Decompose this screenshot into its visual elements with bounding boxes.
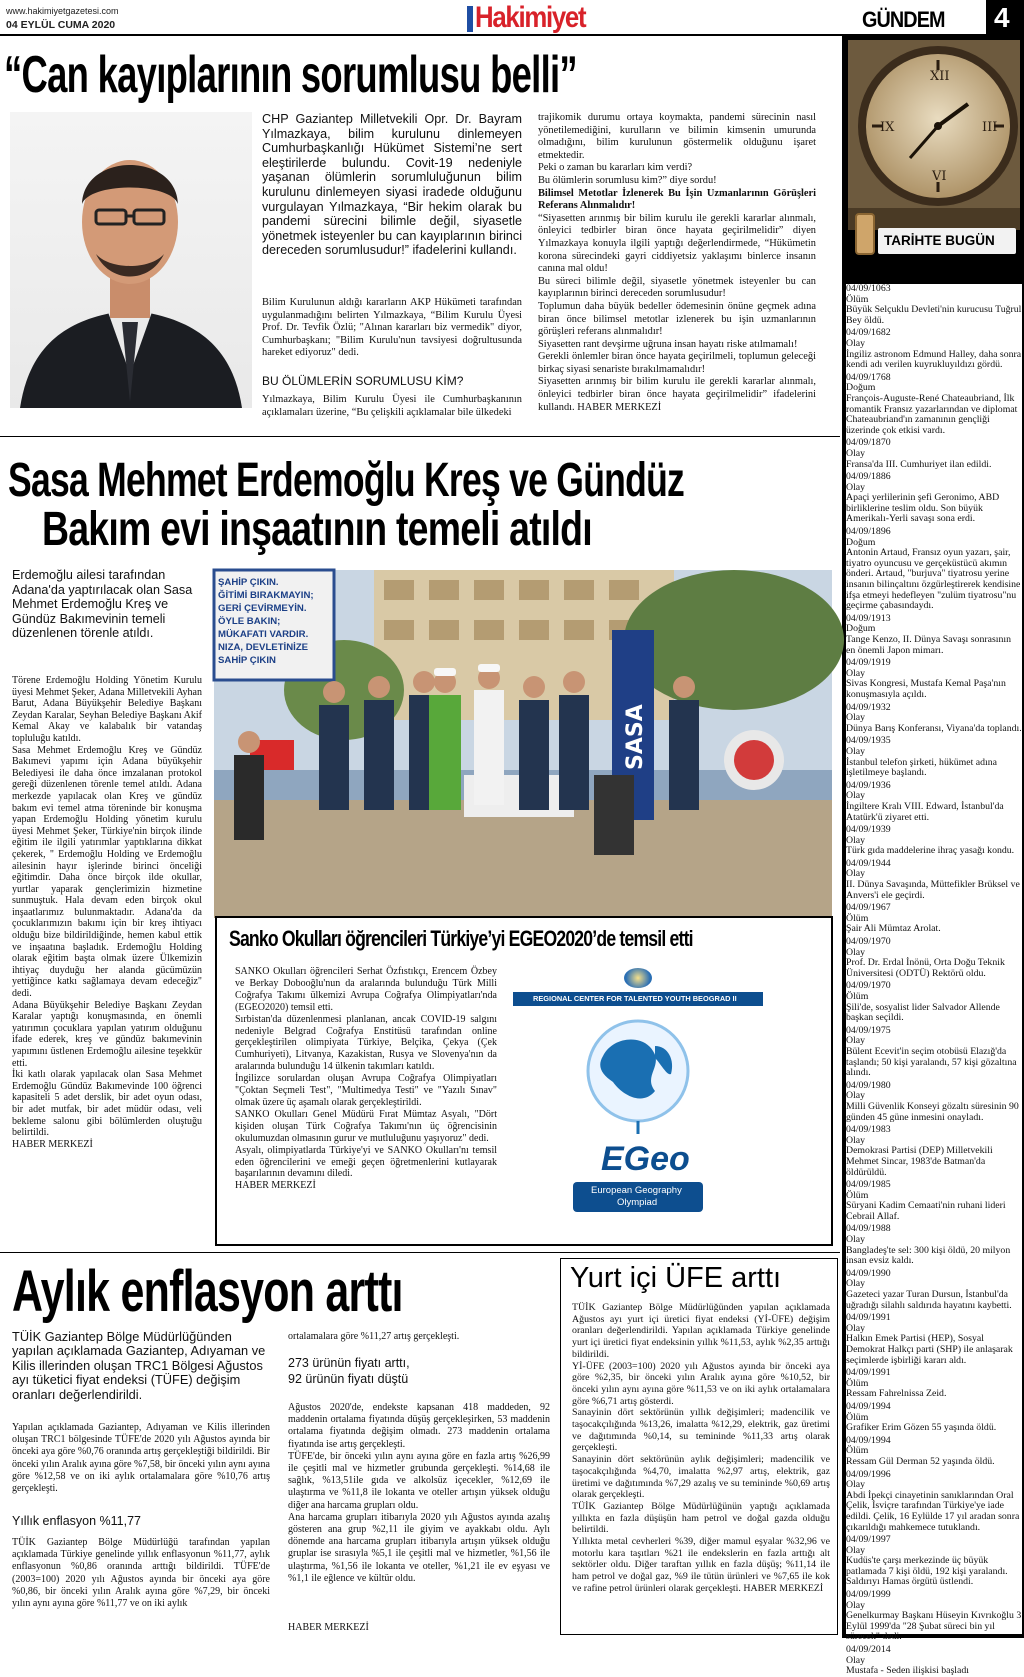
history-event	[846, 903, 1022, 935]
logo-blue-bar	[467, 6, 473, 32]
globe-map-icon	[583, 1016, 693, 1136]
history-event-date: 04/09/1996	[846, 1468, 891, 1480]
clock-illustration	[848, 40, 1020, 230]
article5-headline: Yurt içi ÜFE arttı	[570, 1262, 782, 1294]
article4-body3: ortalamalara göre %11,27 artış gerçekleşti.	[288, 1331, 460, 1342]
history-event	[846, 1645, 1022, 1677]
history-event	[846, 1436, 1022, 1468]
history-event	[846, 1026, 1022, 1079]
history-event-kind: Ölüm	[846, 293, 869, 305]
history-event-text: Sivas Kongresi, Mustafa Kemal Paşa'nın konuşmasıyla açıldı.	[846, 678, 1006, 700]
history-event-text: Antonin Artaud, Fransız oyun yazarı, şair, tiyatro oyuncusu ve gerçeküstücü akımın önderi. Artaud, "burjuva" tiyatrosu yerine insanın bilinçaltını özgürleştirerek kendisine ifşa etmeyi hedefleyen "zulüm tiyatrosu"nu geçirme çabasındaydı.	[846, 547, 1021, 612]
clock-icon	[848, 40, 1020, 230]
portrait-photo	[10, 112, 252, 408]
history-event-date: 04/09/1975	[846, 1024, 891, 1036]
history-event-text: Ressam Fahrelnissa Zeid.	[846, 1388, 947, 1400]
paragraph: Siyasetten rant devşirme uğruna insan hayatı riske atılmamalı!	[538, 338, 798, 350]
history-event-kind: Olay	[846, 868, 866, 880]
sign-line: GERİ ÇEVİRMEYİN.	[218, 603, 307, 614]
history-event-kind: Olay	[846, 447, 866, 459]
history-event-text: Süryani Kadim Cemaati'nin ruhani lideri Cebrail Allaf.	[846, 1200, 1006, 1222]
history-event-date: 04/09/1983	[846, 1124, 891, 1136]
history-event-text: Genelkurmay Başkanı Hüseyin Kıvrıkoğlu 3 Eylül 1999'da "28 Şubat süreci bin yıl sürecek" dedi.	[846, 1610, 1022, 1643]
article2-divider	[0, 1252, 840, 1253]
paragraph: Toplumun daha büyük bedeller ödemesinin önüne geçmek adına biran önce bilimsel metotlar izlenerek bu işin uzmanlarının görüşleri referans alınmalıdır!	[538, 300, 816, 338]
history-event-date: 04/09/1768	[846, 371, 891, 383]
article3-headline: Sanko Okulları öğrencileri Türkiye’yi EGEO2020’de temsil etti	[229, 926, 693, 951]
history-event	[846, 825, 1022, 857]
article1-headline: “Can kayıplarının sorumlusu belli”	[4, 46, 577, 104]
history-event-date: 04/09/1913	[846, 612, 891, 624]
article1-body-right	[538, 112, 816, 422]
history-event-kind: Olay	[846, 745, 866, 757]
history-event-text: Fransa'da III. Cumhuriyet ilan edildi.	[846, 458, 992, 470]
history-event-date: 04/09/1997	[846, 1534, 891, 1546]
portrait-illustration	[10, 112, 252, 408]
history-event-date: 04/09/1896	[846, 526, 891, 538]
history-event-kind: Ölüm	[846, 1377, 869, 1389]
history-event-date: 04/09/1944	[846, 857, 891, 869]
history-event-kind: Doğum	[846, 623, 876, 635]
history-event	[846, 1470, 1022, 1534]
article1-body-left	[262, 297, 522, 359]
history-event-text: Gazeteci yazar Turan Dursun, İstanbul'da uğradığı silahlı saldırıda hayatını kaybetti.	[846, 1289, 1012, 1311]
history-event-text: Türk gıda maddelerine ihraç yasağı kondu.	[846, 845, 1015, 857]
history-event-date: 04/09/1994	[846, 1434, 891, 1446]
page-number-box	[986, 0, 1024, 34]
history-event-kind: Olay	[846, 1654, 866, 1666]
section-name: GÜNDEM	[862, 7, 945, 32]
article1-body-left2	[262, 394, 522, 420]
history-event	[846, 1180, 1022, 1222]
svg-text:IX: IX	[880, 120, 895, 135]
article4-body4: Ağustos 2020'de, endekste kapsanan 418 maddeden, 92 maddenin ortalama fiyatında düşüş gerçekleşirken, 53 maddenin ortalama fiyatında değişim olmadı. 273 maddenin ortalama fiyatında ise artış gerçekleşti. TÜFE'de, bir önceki yılın aynı ayına göre en fazla artış %26,99 ile çeşitli mal ve hizmetler grubunda gerçekleşti. %14,68 ile sağlık, %13,51ile gıda ve alkolsüz içecekler, %12,69 ile ulaştırma ve %11,8 ile lokanta ve oteller artışın yüksek olduğu diğer ana harcama grupları oldu. Ana harcama grupları itibarıyla 2020 yılı Ağustos ayında azalış gösteren ana grup %2,11 ile giyim ve ayakkabı oldu. Aylı dönemde ana harcama grupları itibarıyla artışın yüksek olduğu gruplar ise sırasıyla %5,1 ile çeşitli mal ve hizmetler, %1,56 ile ulaştırma, %1,56 ile lokanta ve oteller, %1,21 ile ev eşyası ve %1,1 ile eğlence ve kültür oldu.	[288, 1402, 550, 1584]
article4-lead: TÜİK Gaziantep Bölge Müdürlüğünden yapılan açıklamada Gaziantep, Adıyaman ve Kilis illerinden oluşan TRC1 Bölgesi Ağustos ayı tüketici fiyat endeksi (TÜFE) değişim oranları değerlendirildi.	[12, 1329, 266, 1402]
paragraph: Bilim Kurulunun aldığı kararların AKP Hükümeti tarafından uygulanmadığını belirten Yılmazkaya, “Bilim Kurulu Üyesi Prof. Dr. Tevfik Özlü; "Alınan kararları biz vermedik" diyor, Cumhurbaşkanı; "Bilim Kurulu'nun tavsiyesi doğrultusunda hareket ediyoruz" dedi.	[262, 297, 522, 359]
history-event-kind: Olay	[846, 667, 866, 679]
history-event-kind: Olay	[846, 1234, 866, 1246]
photo-sign-text	[218, 576, 330, 667]
history-event-date: 04/09/1682	[846, 327, 891, 339]
history-event-date: 04/09/1970	[846, 936, 891, 948]
history-event-text: Bülent Ecevit'in seçim otobüsü Elazığ'da taşlandı; 50 kişi yaralandı, 57 kişi gözaltına alındı.	[846, 1045, 1017, 1079]
history-event-text: Kudüs'te çarşı merkezinde üç büyük patlamada 7 kişi öldü, 192 kişi yaralandı. Saldırıyı Hamas örgütü üstlendi.	[846, 1555, 1008, 1588]
egeo-logo	[513, 968, 763, 1213]
history-event-date: 04/09/1939	[846, 824, 891, 836]
history-event-text: François-Auguste-René Chateaubriand, İlk romantik Fransız yazarlarından ve diplomat Chateaubriand'ın zamanının gençliği üzerinde çok etkisi vardı.	[846, 392, 1018, 436]
svg-text:SASA: SASA	[623, 704, 648, 770]
history-event	[846, 1081, 1022, 1123]
sign-line: SAHİP ÇIKIN	[218, 655, 276, 666]
article4-byline: HABER MERKEZİ	[288, 1622, 369, 1633]
history-event-text: Şili'de, sosyalist lider Salvador Allende başkan seçildi.	[846, 1001, 1000, 1024]
history-event-text: Halkın Emek Partisi (HEP), Sosyal Demokrat Halkçı parti (SHP) ile anlaşarak seçimlerde işbirliği kararı aldı.	[846, 1333, 1013, 1366]
history-event-kind: Olay	[846, 712, 866, 724]
history-event	[846, 981, 1022, 1023]
history-event-date: 04/09/1980	[846, 1079, 891, 1091]
history-event-text: Tange Kenzo, II. Dünya Savaşı sonrasının en önemli Japon mimarı.	[846, 634, 1012, 656]
history-event	[846, 328, 1022, 370]
article1-subhead: BU ÖLÜMLERİN SORUMLUSU KİM?	[262, 374, 464, 388]
article2-headline-line2: Bakım evi inşaatının temeli atıldı	[42, 503, 592, 556]
history-event	[846, 1402, 1022, 1434]
history-event-text: İngiltere Kralı VIII. Edward, İstanbul'da Atatürk'ü ziyaret etti.	[846, 800, 1004, 823]
svg-text:XII: XII	[930, 69, 950, 84]
sign-line: ÖYLE BAKIN;	[218, 616, 281, 627]
article1-divider	[0, 436, 840, 437]
history-event-kind: Olay	[846, 1544, 866, 1556]
history-event	[846, 1535, 1022, 1588]
history-badge	[878, 228, 1016, 254]
egeo-subtitle-2: Olympiad	[617, 1197, 658, 1208]
history-event-date: 04/09/2014	[846, 1644, 891, 1656]
history-event-kind: Ölüm	[846, 912, 869, 924]
history-event-text: Ressam Gül Derman 52 yaşında öldü.	[846, 1455, 995, 1467]
history-event-kind: Olay	[846, 1090, 866, 1102]
history-event-text: Grafiker Erim Gözen 55 yaşında öldü.	[846, 1422, 997, 1434]
history-event-kind: Olay	[846, 1035, 866, 1047]
sanko-box	[215, 916, 833, 1246]
article4-subhead2-line2: 92 ürünün fiyatı düştü	[288, 1372, 409, 1386]
history-event	[846, 373, 1022, 437]
site-url[interactable]: www.hakimiyetgazetesi.com	[6, 6, 119, 16]
history-event-date: 04/09/1935	[846, 735, 891, 747]
paragraph: “Siyasetten arınmış bir bilim kurulu ile gerekli kararlar alınmalı, önleyici tedbirler biran önce hayata geçirilmelidir” diyen Yılmazkaya konuyla ilgili yaptığı değerlendirmede, “Hükümetin korona sürecindeki gayri ciddiyetsiz yaklaşımı binlerce insanın canına mal oldu!	[538, 212, 816, 275]
egeo-banner-text: REGIONAL CENTER FOR TALENTED YOUTH BEOGRAD II	[533, 994, 737, 1003]
history-event-date: 04/09/1999	[846, 1589, 891, 1601]
history-event-text: Abdi İpekçi cinayetinin sanıklarından Oral Çelik, İsviçre tarafından Türkiye'ye iade edildi. Çelik, 16 Eylülde 17 yıl aradan sonra çıkarıldığı mahkemece tutuklandı.	[846, 1489, 1020, 1533]
history-event-kind: Olay	[846, 1599, 866, 1611]
history-list	[846, 283, 1022, 1677]
history-event	[846, 859, 1022, 901]
history-event-text: Mustafa - Seden ilişkisi başladı	[846, 1665, 969, 1677]
history-event-kind: Olay	[846, 1134, 866, 1146]
paragraph-heading: Bilimsel Metotlar İzlenerek Bu İşin Uzmanlarının Görüşleri Referans Alınmalıdır!	[538, 187, 816, 212]
history-event-kind: Olay	[846, 790, 866, 802]
history-event	[846, 937, 1022, 979]
history-event	[846, 1313, 1022, 1366]
history-event	[846, 438, 1022, 470]
history-event-kind: Doğum	[846, 382, 876, 394]
history-event-kind: Ölüm	[846, 991, 869, 1002]
history-event-date: 04/09/1932	[846, 701, 891, 713]
history-event-date: 04/09/1991	[846, 1367, 891, 1379]
ceremony-photo	[214, 570, 832, 918]
paragraph: Siyasetten arınmış bir bilim kurulu ile gerekli kararlar alınmalı, önleyici tedbirler biran önce hayata geçirilmelidir” ifadelerini kullandı. HABER MERKEZİ	[538, 376, 816, 413]
history-event-text: II. Dünya Savaşında, Müttefikler Brüksel ve Anvers'i ele geçirdi.	[846, 879, 1020, 901]
history-event	[846, 1224, 1022, 1266]
history-event-kind: Doğum	[846, 536, 876, 548]
history-event	[846, 527, 1022, 612]
history-event	[846, 736, 1022, 778]
egeo-emblem	[624, 968, 652, 988]
history-event-date: 04/09/1970	[846, 980, 891, 992]
history-event-date: 04/09/1886	[846, 471, 891, 483]
issue-date: 04 EYLÜL CUMA 2020	[6, 19, 116, 31]
article4-headline: Aylık enflasyon arttı	[12, 1259, 403, 1324]
article4-subhead1: Yıllık enflasyon %11,77	[12, 1514, 142, 1528]
history-event-date: 04/09/1063	[846, 283, 891, 294]
sign-line: NIZA, DEVLETİNİZE	[218, 642, 309, 653]
history-event	[846, 658, 1022, 700]
paragraph: Peki o zaman bu kararları kim verdi?	[538, 162, 693, 174]
egeo-subtitle-1: European Geography	[591, 1185, 682, 1196]
article2-lead: Erdemoğlu ailesi tarafından Adana'da yaptırılacak olan Sasa Mehmet Erdemoğlu Kreş ve Gündüz Bakımevinin temeli düzenlenen törenle atıldı.	[12, 568, 193, 641]
history-event-kind: Olay	[846, 1322, 866, 1334]
article4-body1: Yapılan açıklamada Gaziantep, Adıyaman ve Kilis illerinden oluşan TRC1 bölgesinde TÜFE'de 2020 yılı Ağustos ayında bir önceki aya göre %0,76 oranında artış gerçekleştiği bildirildi. Bir önceki yılın Aralık ayına göre %7,58, bir önceki yılın aynı ayına göre %12,58 ve on iki aylık ortalamalara göre %10,76 artış gerçekleşti.	[12, 1422, 270, 1495]
history-event	[846, 1368, 1022, 1400]
page-number: 4	[994, 2, 1010, 33]
history-event-kind: Ölüm	[846, 1189, 869, 1201]
paragraph: Bu süreci bilimle değil, siyasetle yönetmek isteyenler bu can kayıplarının birinci dereceden sorumlusudur!	[538, 275, 816, 300]
article5-body: TÜİK Gaziantep Bölge Müdürlüğünden yapılan açıklamada Ağustos ayı yurt içi üretici fiyat endeksi (Yİ-ÜFE) değişim oranları değerlendirildi. Yapılan açıklamada Türkiye genelinde yurt içi üretici fiyat endeksinin yıllık %11,53, aylık %2,35 arttığı bildirildi. Yİ-ÜFE (2003=100) 2020 yılı Ağustos ayında bir önceki aya göre %2,35, bir önceki yılın Aralık ayına göre %10,52, bir önceki yılın aynı ayına göre %11,53 ve on iki aylık ortalamalara göre %6,71 artış gösterdi. Sanayinin dört sektörünün yıllık değişimleri; madencilik ve taşocakçılığında %13,26, imalatta %12,29, elektrik, gaz üretimi ve dağıtımında %0,14, su temininde %11,33 artış olarak gerçekleşti. Sanayinin dört sektörünün aylık değişimleri; madencilik ve taşocakçılığında %4,70, imalatta %2,97 artış, elektrik, gaz üretimi ve dağıtımında %7,29 azalış ve su temininde %0,69 artış olarak gerçekleşti. TÜİK Gaziantep Bölge Müdürlüğünün yaptığı açıklamada yıllıkta en fazla düşüşün ham petrol ve doğal gazda olduğu belirtildi. Yıllıkta metal cevherleri %39, diğer mamul eşyalar %32,96 ve motorlu kara taşıtları %21 ile endekslerin en fazla arttığı alt sektörler oldu. Diğer taraftan yıllık en fazla düşüş; %11,14 ile ham petrol ve doğal gaz, %9 ile tütün ürünleri ve %7,65 ile kok ve rafine petrol ürünleri olarak gerçekleşti. HABER MERKEZİ	[572, 1302, 830, 1594]
egeo-banner	[513, 992, 763, 1006]
article4-body2: TÜİK Gaziantep Bölge Müdürlüğü tarafından yapılan açıklamada Türkiye genelinde yıllık enflasyonun %11,77, aylık enflasyonun %0,86 oranında arttığı bildirildi. TÜFE'de (2003=100) 2020 yılı Ağustos ayında bir önceki aya göre %0,86, bir önceki yılın Aralık ayına göre %7,29, bir önceki yılın aynı ayına göre %11,77 ve on iki aylık	[12, 1537, 270, 1610]
history-event	[846, 1590, 1022, 1643]
article2-body: Törene Erdemoğlu Holding Yönetim Kurulu üyesi Mehmet Şeker, Adana Milletvekili Ayhan Barut, Adana Büyükşehir Belediye Başkanı Zeydan Karalar, Seyhan Belediye Başkanı Akif Kemal Akay ve kalabalık bir vatandaş topluluğu katıldı. Sasa Mehmet Erdemoğlu Kreş ve Gündüz Bakımevi yapımı için Adana büyükşehir Belediyesi ile daha önce imzalanan protokol gereği düzenlenen törenle temel atıldı. Adana merkezde yapılacak olan Kreş ve gündüz bakım evi temel atma töreninde bir konuşma yapan Erdemoğlu Holding yönetim kurulu üyesi Mehmet Şeker, Türkiye'nin birçok ilinde eğitim ile ilgili yatırımlar yaptıklarına dikkat çekerek, " Erdemoğlu Holding ve Erdemoğlu ailesinin hayır işlerinde birinci önceliği eğitimdir. Daha önce birçok ilde okullar, yurtlar yaparak gençlerimizin hizmetine sunmuştuk. Hala devam eden birçok okul inşaatlarımız bulunmaktadır. Adana'da da çocuklarımızın bakımı için bir kreş ihtiyacı olduğu bize bildirildiğinde, hemen kabul ettik ve inşaatına başladık. Erdemoğlu Holding olarak eğitim başta olmak üzere Ülkemizin ihtiyaç duyduğu her alanda gücümüzün yettiğince katkı sağlamaya devam edeceğiz" dedi. Adana Büyükşehir Belediye Başkanı Zeydan Karalar yaptığı konuşmasında, en önemli yatırımın çocuklara yapılan yatırım olduğunu ifade ederek, kreş ve gündüz bakımevinin yapımını üstlenen Erdemoğlu ailesine teşekkür etti. İki katlı olarak yapılacak olan Sasa Mehmet Erdemoğlu Gündüz Bakımevinde 100 öğrenci kapasiteli 5 adet derslik, bir adet oyun odası, bir adet mutfak, bir adet müdür odası, veli bekleme salonu gibi bölümlerden oluştuğu belirtildi. HABER MERKEZİ	[12, 675, 202, 1150]
history-event-kind: Olay	[846, 337, 866, 349]
history-event	[846, 284, 1022, 326]
history-event-kind: Ölüm	[846, 1411, 869, 1423]
history-event	[846, 472, 1022, 525]
history-event-text: Prof. Dr. Erdal İnönü, Orta Doğu Teknik Üniversitesi (ODTÜ) Rektörü oldu.	[846, 957, 1005, 979]
history-event-text: Apaçi yerlilerinin şefi Geronimo, ABD birliklerine teslim oldu. Son büyük Amerikalı-Yerli savaşı sona erdi.	[846, 492, 1000, 525]
paragraph: Bu ölümlerin sorumlusu kim?” diye sordu!	[538, 174, 717, 186]
history-event-text: İngiliz astronom Edmund Halley, daha sonra kendi adı verilen kuyrukluyıldızı gördü.	[846, 348, 1022, 371]
history-event-kind: Olay	[846, 1479, 866, 1491]
history-event	[846, 1125, 1022, 1178]
paragraph: Yılmazkaya, Bilim Kurulu Üyesi ile Cumhurbaşkanının açıklamaları üzerine, “Bu çelişkili açıklamalar bile ülkedeki	[262, 394, 522, 418]
history-event-text: Şair Ali Mümtaz Arolat.	[846, 923, 941, 935]
egeo-wordmark: EGeo	[601, 1140, 690, 1178]
history-event-date: 04/09/1991	[846, 1312, 891, 1324]
history-event-date: 04/09/1988	[846, 1223, 891, 1235]
history-event-date: 04/09/1870	[846, 437, 891, 449]
history-event	[846, 703, 1022, 735]
history-event-text: Milli Güvenlik Konseyi gözaltı süresinin 90 günden 45 güne inmesini onayladı.	[846, 1100, 1019, 1123]
history-event-kind: Olay	[846, 481, 866, 493]
paragraph: Gerekli önlemler biran önce hayata geçirilmeli, toplumun geleceği birkaç siyasi senariste bırakılmamalıdır!	[538, 351, 816, 375]
history-event	[846, 1269, 1022, 1311]
history-event-date: 04/09/1967	[846, 902, 891, 914]
history-event-text: Bangladeş'te sel: 300 kişi öldü, 20 milyon insan evsiz kaldı.	[846, 1244, 1011, 1267]
paragraph: trajikomik durumu ortaya koymakta, pandemi sürecinin nasıl yönetilemediğini, kurulların ve bilimin kimsenin umurunda olmadığını, bilim kurulunun göstermelik olduğunu işaret etmektedir.	[538, 112, 816, 161]
article3-body: SANKO Okulları öğrencileri Serhat Özfıstıkçı, Erencem Özbey ve Berkay Dobooğlu'nun da aralarında bulunduğu Türk Milli Coğrafya Takımı ülkemizi Avrupa Coğrafya Olimpiyatları'nda (EGEO2020) temsil etti. Sırbistan'da düzenlenmesi planlanan, ancak COVID-19 salgını nedeniyle Belgrad Coğrafya Enstitüsü tarafından online gerçekleştirilen olimpiyata Türkiye, Belçika, Çekya (Çek Cumhuriyeti), Litvanya, Kazakistan, Rusya ve Slovenya'nın da aralarında bulunduğu 14 ülkenin takımları katıldı. İngilizce sorulardan oluşan Avrupa Coğrafya Olimpiyatları "Çoktan Seçmeli Test", "Multimedya Testi" ve "Yazılı Sınav" olmak üzere üç aşamalı olarak gerçekleştirildi. SANKO Okulları Genel Müdürü Fırat Mümtaz Asyalı, "Dört kişiden oluşan Türk Coğrafya Takımı'nın üç öğrencisinin okulumuzdan olmasının gurur ve mutluluğunu yaşıyoruz" dedi. Asyalı, olimpiyatlarda Türkiye'yi ve SANKO Okulları'nı temsil eden öğrencilerini ve emeği geçen öğretmenlerini kutlayarak başarılarının devamını diledi. HABER MERKEZİ	[235, 966, 497, 1192]
sign-line: ŞAHİP ÇIKIN.	[218, 577, 279, 588]
history-event	[846, 614, 1022, 656]
sign-line: MÜKAFATI VARDIR.	[218, 629, 309, 640]
history-event-date: 04/09/1990	[846, 1267, 891, 1279]
history-event-kind: Ölüm	[846, 1445, 869, 1457]
svg-text:III: III	[982, 120, 998, 135]
history-event-text: Demokrasi Partisi (DEP) Milletvekili Mehmet Sincar, 1983'de Batman'da öldürüldü.	[846, 1145, 993, 1178]
history-event-kind: Olay	[846, 834, 866, 846]
history-event-kind: Olay	[846, 1278, 866, 1290]
article1-lead: CHP Gaziantep Milletvekili Opr. Dr. Bayram Yılmazkaya, bilim kurulunu dinlemeyen Cumhurbaşkanlığı Hükümet Sistemi’ne sert eleştirilerde bulundu. Covit-19 nedeniyle yaşanan ölümlerin sorumluluğunun bilim kurulunu dinlemeyen siyasi iradede olduğunu vurgulayan Yılmazkaya, “Bir hekim olarak bu pandemi sürecini bilimle değil, siyasetle yönetmek isteyenler bu can kayıplarının birinci dereceden sorumlusudur!” ifadelerini kullandı.	[262, 112, 522, 258]
article2-headline-line1: Sasa Mehmet Erdemoğlu Kreş ve Gündüz	[8, 454, 685, 507]
history-event-text: Dünya Barış Konferansı, Viyana'da toplandı.	[846, 722, 1022, 734]
masthead-logo	[465, 0, 600, 33]
history-event-date: 04/09/1994	[846, 1400, 891, 1412]
svg-text:VI: VI	[932, 169, 947, 184]
history-event	[846, 781, 1022, 823]
history-event-date: 04/09/1936	[846, 779, 891, 791]
history-event-date: 04/09/1985	[846, 1179, 891, 1191]
history-event-kind: Olay	[846, 946, 866, 958]
history-badge-label: TARİHTE BUGÜN	[884, 233, 995, 248]
scroll-icon	[855, 213, 875, 255]
history-event-text: Büyük Selçuklu Devleti'nin kurucusu Tuğrul Bey öldü.	[846, 304, 1022, 326]
history-event-text: İstanbul telefon şirketi, hükümet adına işletilmeye başlandı.	[846, 756, 997, 779]
logo-wordmark: Hakimiyet	[475, 1, 586, 34]
sign-line: ĞİTİMİ BIRAKMAYIN;	[218, 590, 314, 601]
history-event-date: 04/09/1919	[846, 657, 891, 669]
article4-subhead2-line1: 273 ürünün fiyatı arttı,	[288, 1356, 410, 1370]
